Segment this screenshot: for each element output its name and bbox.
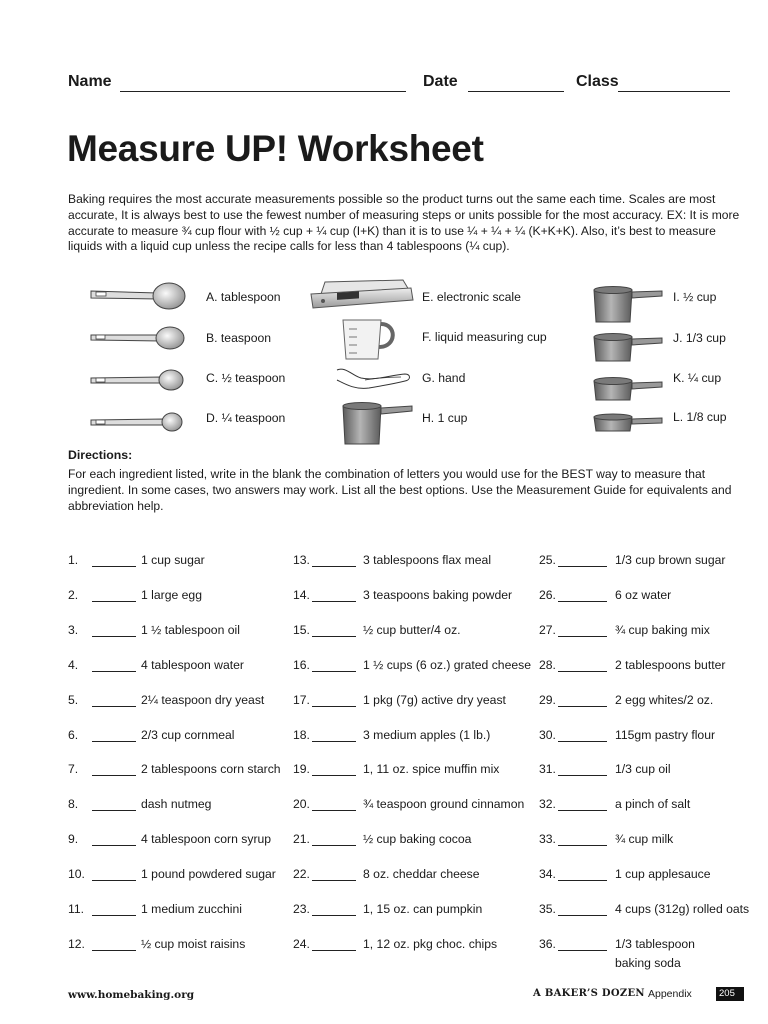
ingredient-text: 3 teaspoons baking powder (363, 588, 513, 602)
item-number: 13. (293, 553, 310, 567)
item-number: 36. (539, 937, 556, 951)
item-number: 6. (68, 728, 79, 742)
ingredient-text: 1 pound powdered sugar (141, 867, 276, 881)
answer-blank[interactable] (92, 915, 136, 916)
ingredient-text: ½ cup butter/4 oz. (363, 623, 461, 637)
answer-blank[interactable] (312, 950, 356, 951)
ingredient-text: 1 ½ tablespoon oil (141, 623, 240, 637)
tool-quarter-teaspoon (88, 405, 286, 436)
item-number: 32. (539, 797, 556, 811)
item-number: 28. (539, 658, 556, 672)
ingredient-text: 2 tablespoons butter (615, 658, 726, 672)
ingredient-text: 3 tablespoons flax meal (363, 553, 492, 567)
ingredient-text: 2 tablespoons corn starch (141, 762, 281, 776)
answer-blank[interactable] (312, 706, 356, 707)
answer-blank[interactable] (558, 566, 607, 567)
item-number: 19. (293, 762, 310, 776)
ingredient-text: a pinch of salt (615, 797, 691, 811)
tool-g-label: G. hand (422, 371, 466, 385)
answer-blank[interactable] (312, 566, 356, 567)
item-number: 17. (293, 693, 310, 707)
ingredient-text: ½ cup moist raisins (141, 937, 246, 951)
ingredient-text: 1/3 tablespoon (615, 937, 695, 951)
item-number: 34. (539, 867, 556, 881)
answer-blank[interactable] (312, 845, 356, 846)
electronic-scale-icon (307, 276, 415, 310)
third-cup-icon (592, 331, 664, 365)
item-number: 14. (293, 588, 310, 602)
answer-blank[interactable] (92, 601, 136, 602)
ingredient-text: 4 tablespoon water (141, 658, 244, 672)
ingredient-text: 1 cup applesauce (615, 867, 711, 881)
item-number: 15. (293, 623, 310, 637)
directions-text: For each ingredient listed, write in the blank the combination of letters you would use for the BEST way to measure that ingredient. In some cases, two answers may work. List all the best options. Use the Measurement Guide for equivalents and abbreviation help. (68, 467, 732, 513)
ingredient-text: ¾ cup milk (615, 832, 674, 846)
answer-blank[interactable] (92, 566, 136, 567)
answer-blank[interactable] (92, 636, 136, 637)
item-number: 16. (293, 658, 310, 672)
item-number: 7. (68, 762, 79, 776)
ingredient-text: 1, 11 oz. spice muffin mix (363, 762, 500, 776)
item-number: 3. (68, 623, 79, 637)
quarter-teaspoon-icon (88, 405, 188, 433)
item-number: 1. (68, 553, 79, 567)
item-number: 29. (539, 693, 556, 707)
answer-blank[interactable] (312, 915, 356, 916)
name-field[interactable] (120, 91, 406, 92)
liquid-measuring-cup-icon (335, 315, 415, 361)
tool-k-label: K. ¼ cup (673, 371, 722, 385)
tool-third-cup (592, 331, 726, 368)
ingredient-text: 2 egg whites/2 oz. (615, 693, 714, 707)
ingredient-text: 1 ½ cups (6 oz.) grated cheese (363, 658, 532, 672)
answer-blank[interactable] (312, 601, 356, 602)
ingredient-text: 6 oz water (615, 588, 672, 602)
class-field[interactable] (618, 91, 730, 92)
header-fields (68, 73, 730, 95)
tool-l-label: L. 1/8 cup (673, 410, 727, 424)
item-number: 2. (68, 588, 79, 602)
ingredient-text: dash nutmeg (141, 797, 212, 811)
ingredient-text: 115gm pastry flour (615, 728, 716, 742)
answer-blank[interactable] (558, 775, 607, 776)
item-number: 23. (293, 902, 310, 916)
answer-blank[interactable] (92, 706, 136, 707)
footer-url: www.homebaking.org (68, 989, 195, 1001)
answer-blank[interactable] (92, 741, 136, 742)
item-number: 20. (293, 797, 310, 811)
answer-blank[interactable] (312, 636, 356, 637)
answer-blank[interactable] (312, 671, 356, 672)
item-number: 24. (293, 937, 310, 951)
item-number: 5. (68, 693, 79, 707)
tool-electronic-scale (307, 276, 521, 313)
ingredient-text: ¾ cup baking mix (615, 623, 710, 637)
tool-a-label: A. tablespoon (206, 290, 281, 304)
answer-blank[interactable] (312, 880, 356, 881)
teaspoon-icon (88, 323, 188, 351)
answer-blank[interactable] (558, 950, 607, 951)
ingredient-text: 2/3 cup cornmeal (141, 728, 235, 742)
directions-heading: Directions: (68, 448, 133, 462)
item-number: 9. (68, 832, 79, 846)
answer-blank[interactable] (558, 706, 607, 707)
item-number: 11. (68, 902, 85, 916)
answer-blank[interactable] (558, 601, 607, 602)
item-number: 8. (68, 797, 79, 811)
ingredient-text: 1, 15 oz. can pumpkin (363, 902, 483, 916)
tablespoon-icon (88, 282, 188, 310)
answer-blank[interactable] (558, 671, 607, 672)
tool-c-label: C. ½ teaspoon (206, 371, 286, 385)
page-title: Measure UP! Worksheet (67, 128, 484, 169)
ingredient-text: 4 tablespoon corn syrup (141, 832, 272, 846)
answer-blank[interactable] (558, 636, 607, 637)
tool-teaspoon (88, 323, 272, 354)
tool-e-label: E. electronic scale (422, 290, 521, 304)
item-number: 31. (539, 762, 556, 776)
tool-liquid-measuring-cup (335, 315, 547, 364)
quarter-cup-icon (592, 375, 664, 403)
tool-one-cup (340, 400, 468, 449)
ingredient-text: 1 pkg (7g) active dry yeast (363, 693, 506, 707)
ingredient-text: 1, 12 oz. pkg choc. chips (363, 937, 498, 951)
page-number: 205 (716, 987, 744, 1001)
ingredient-text-line2: baking soda (615, 956, 681, 970)
intro-paragraph: Baking requires the most accurate measurements possible so the product turns out the same each time. Scales are most accurate, It is always best to use the fewest number of measuring steps or units possible for the most accuracy. EX: It is more accurate to measure ¾ cup flour with ½ cup + ¼ cup (I+K) than it is to use ¼ + ¼ + ¼ (K+K+K). Also, it’s best to measure liquids with a liquid cup unless the recipe calls for less than 4 tablespoons (¼ cup). (68, 192, 740, 254)
tool-j-label: J. 1/3 cup (673, 331, 726, 345)
tool-hand (335, 362, 466, 395)
tool-quarter-cup (592, 371, 722, 406)
date-label: Date (423, 73, 458, 90)
answer-blank[interactable] (312, 741, 356, 742)
eighth-cup-icon (592, 412, 664, 434)
item-number: 27. (539, 623, 556, 637)
answer-blank[interactable] (312, 810, 356, 811)
tool-eighth-cup (592, 410, 727, 437)
tool-d-label: D. ¼ teaspoon (206, 411, 286, 425)
answer-blank[interactable] (92, 810, 136, 811)
footer-section: Appendix (648, 988, 692, 1000)
item-number: 22. (293, 867, 310, 881)
tool-half-cup (592, 284, 717, 329)
ingredient-text: 3 medium apples (1 lb.) (363, 728, 491, 742)
ingredient-text: 1 large egg (141, 588, 202, 602)
tool-h-label: H. 1 cup (422, 411, 468, 425)
item-number: 21. (293, 832, 310, 846)
tool-b-label: B. teaspoon (206, 331, 272, 345)
answer-blank[interactable] (92, 671, 136, 672)
tool-tablespoon (88, 282, 281, 313)
date-field[interactable] (468, 91, 564, 92)
ingredient-text: 1/3 cup brown sugar (615, 553, 726, 567)
footer-book-title: A BAKER’S DOZEN (533, 988, 645, 999)
tool-i-label: I. ½ cup (673, 290, 717, 304)
name-label: Name (68, 73, 112, 90)
answer-blank[interactable] (92, 845, 136, 846)
answer-blank[interactable] (92, 775, 136, 776)
answer-blank[interactable] (92, 950, 136, 951)
class-label: Class (576, 73, 619, 90)
item-number: 12. (68, 937, 85, 951)
item-number: 35. (539, 902, 556, 916)
tool-f-label: F. liquid measuring cup (422, 330, 547, 344)
item-number: 30. (539, 728, 556, 742)
ingredient-text: 2¼ teaspoon dry yeast (141, 693, 265, 707)
ingredient-text: 1/3 cup oil (615, 762, 671, 776)
one-cup-icon (340, 400, 420, 446)
item-number: 10. (68, 867, 85, 881)
ingredient-text: 1 cup sugar (141, 553, 205, 567)
ingredient-text: 8 oz. cheddar cheese (363, 867, 480, 881)
item-number: 4. (68, 658, 79, 672)
half-cup-icon (592, 284, 664, 326)
tool-half-teaspoon (88, 364, 286, 395)
answer-blank[interactable] (92, 880, 136, 881)
answer-blank[interactable] (558, 915, 607, 916)
ingredient-text: ¾ teaspoon ground cinnamon (363, 797, 525, 811)
ingredient-text: ½ cup baking cocoa (363, 832, 472, 846)
answer-blank[interactable] (558, 741, 607, 742)
item-number: 33. (539, 832, 556, 846)
answer-blank[interactable] (558, 880, 607, 881)
item-number: 18. (293, 728, 310, 742)
half-teaspoon-icon (88, 364, 188, 392)
answer-blank[interactable] (558, 845, 607, 846)
hand-icon (335, 362, 415, 392)
answer-blank[interactable] (558, 810, 607, 811)
item-number: 26. (539, 588, 556, 602)
ingredient-text: 4 cups (312g) rolled oats (615, 902, 750, 916)
ingredient-text: 1 medium zucchini (141, 902, 242, 916)
item-number: 25. (539, 553, 556, 567)
answer-blank[interactable] (312, 775, 356, 776)
